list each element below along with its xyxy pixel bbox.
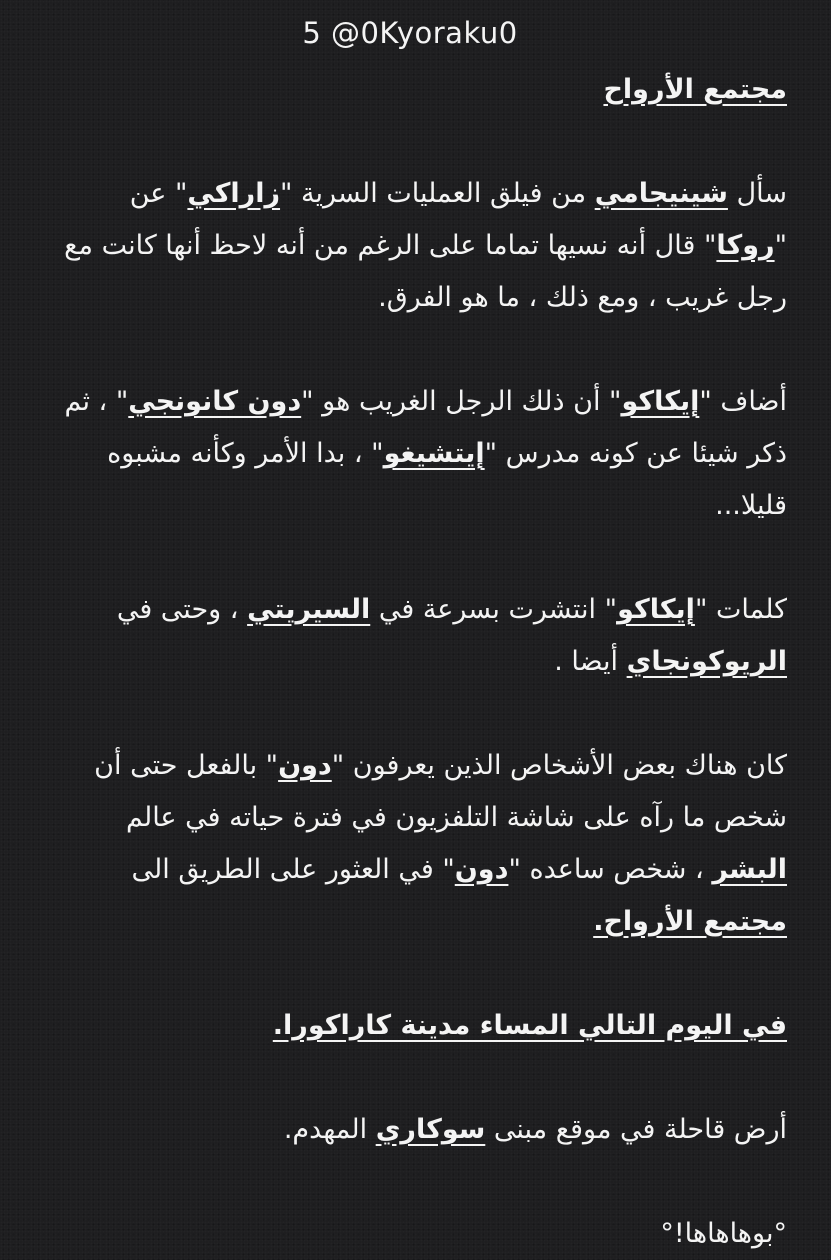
highlighted-term: دون كانونجي — [128, 386, 302, 417]
highlighted-term: إيتشيغو — [383, 438, 485, 469]
text-span: أرض قاحلة في موقع مبنى — [485, 1114, 787, 1145]
paragraph-6 — [60, 1104, 787, 1156]
paragraph-3 — [60, 584, 787, 688]
text-span: من فيلق العمليات السرية " — [280, 178, 595, 209]
text-span: كان هناك بعض الأشخاص الذين يعرفون " — [331, 750, 787, 781]
text-span: ، وحتى في — [116, 594, 248, 625]
highlighted-term: روكا — [716, 230, 775, 261]
author-handle: 5 @0Kyoraku0 — [302, 16, 518, 50]
highlighted-term: السيريتي — [247, 594, 371, 625]
text-span: " ، بدا الأمر وكأنه مشبوه قليلا... — [107, 438, 787, 521]
text-span: أضاف " — [699, 386, 787, 417]
text-span: كلمات " — [694, 594, 787, 625]
highlighted-term: شينيجامي — [594, 178, 728, 209]
highlighted-term: إيكاكو — [617, 594, 695, 625]
document-title: مجتمع الأرواح — [603, 74, 787, 105]
paragraph-1 — [60, 168, 787, 324]
highlighted-term: مجتمع الأرواح. — [593, 906, 787, 937]
story-text — [60, 64, 787, 1260]
highlighted-term: سوكاري — [375, 1114, 486, 1145]
text-span: " انتشرت بسرعة في — [370, 594, 618, 625]
highlighted-term: دون — [278, 750, 332, 781]
text-span: " قال أنه نسيها تماما على الرغم من أنه لاحظ أنها كانت مع رجل غريب ، ومع ذلك ، ما هو الفرق. — [64, 230, 787, 313]
text-span: ، شخص ساعده " — [508, 854, 713, 885]
highlighted-term: دون — [454, 854, 509, 885]
text-span: " ، ثم ذكر شيئا عن كونه مدرس " — [64, 386, 787, 469]
highlighted-term: زاراكي — [187, 178, 281, 209]
text-span: أيضا . — [554, 646, 627, 677]
text-span: " أن ذلك الرجل الغريب هو " — [301, 386, 622, 417]
paragraph-2 — [60, 376, 787, 532]
text-span: المهدم. — [283, 1114, 376, 1145]
highlighted-term: إيكاكو — [621, 386, 700, 417]
text-span: " في العثور على الطريق الى — [131, 854, 455, 885]
paragraph-4 — [60, 740, 787, 948]
exclamation-line: °بوهاهاها!° — [660, 1218, 787, 1249]
text-span: سأل — [727, 178, 787, 209]
text-span: " بالفعل حتى أن شخص ما رآه على شاشة التلفزيون في فترة حياته في عالم — [94, 750, 787, 833]
highlighted-term: الريوكونجاي — [626, 646, 787, 677]
highlighted-term: البشر — [712, 854, 787, 885]
text-span: " عن " — [129, 178, 787, 261]
scene-heading: في اليوم التالي المساء مدينة كاراكورا. — [272, 1010, 787, 1041]
